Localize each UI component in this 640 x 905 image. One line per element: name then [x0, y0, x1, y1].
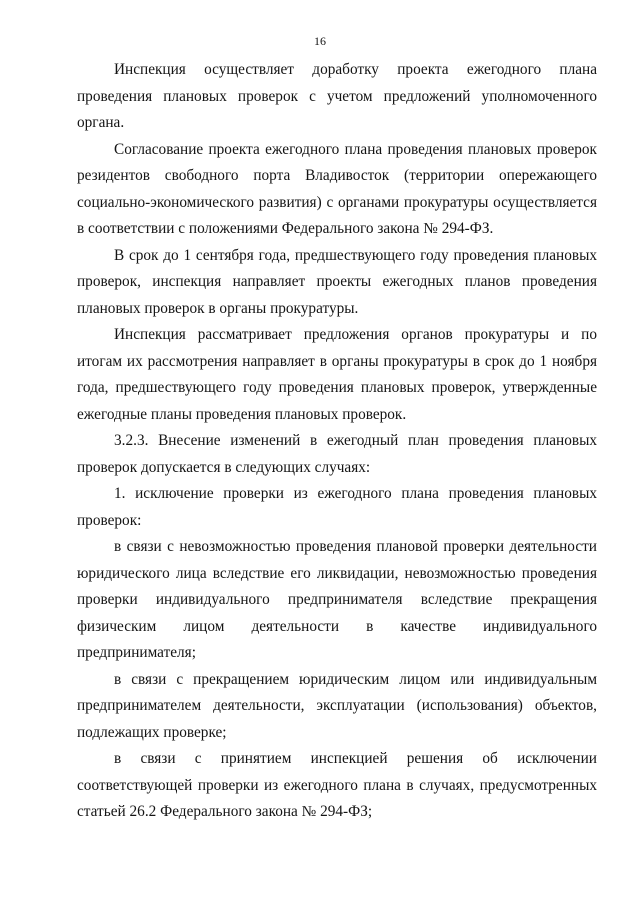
paragraph-item-1: 1. исключение проверки из ежегодного плана проведения плановых проверок: [77, 485, 597, 529]
paragraph-september-deadline: В срок до 1 сентября года, предшествующего году проведения плановых проверок, инспекция направляет проекты ежегодных планов проведения плановых проверок в органы прокуратуры. [77, 246, 597, 317]
document-body [77, 57, 597, 826]
paragraph-november-deadline: Инспекция рассматривает предложения органов прокуратуры и по итогам их рассмотрения направляет в органы прокуратуры в срок до 1 ноября года, предшествующего году проведения плановых проверок, утвержденные ежегодные планы проведения плановых проверок. [77, 326, 597, 423]
paragraph-inspection-revision: Инспекция осуществляет доработку проекта ежегодного плана проведения плановых проверок с учетом предложений уполномоченного органа. [77, 61, 597, 131]
page-number: 16 [314, 34, 326, 48]
paragraph-3-2-3: 3.2.3. Внесение изменений в ежегодный план проведения плановых проверок допускается в следующих случаях: [77, 432, 597, 476]
paragraph-inspection-decision-case: в связи с принятием инспекцией решения об исключении соответствующей проверки из ежегодного плана в случаях, предусмотренных статьей 26.2 Федерального закона № 294-ФЗ; [77, 750, 597, 820]
paragraph-prosecution-agreement: Согласование проекта ежегодного плана проведения плановых проверок резидентов свободного порта Владивосток (территории опережающего социально-экономического развития) с органами прокуратуры осуществляется в соответствии с положениями Федерального закона № 294-ФЗ. [77, 140, 597, 237]
paragraph-termination-case: в связи с прекращением юридическим лицом или индивидуальным предпринимателем деятельности, эксплуатации (использования) объектов, подлежащих проверке; [77, 670, 597, 741]
paragraph-liquidation-case: в связи с невозможностью проведения плановой проверки деятельности юридического лица вследствие его ликвидации, невозможностью проведения проверки индивидуального предпринимателя вследствие прекращения физическим лицом деятельности в качестве индивидуального предпринимателя; [77, 538, 597, 661]
